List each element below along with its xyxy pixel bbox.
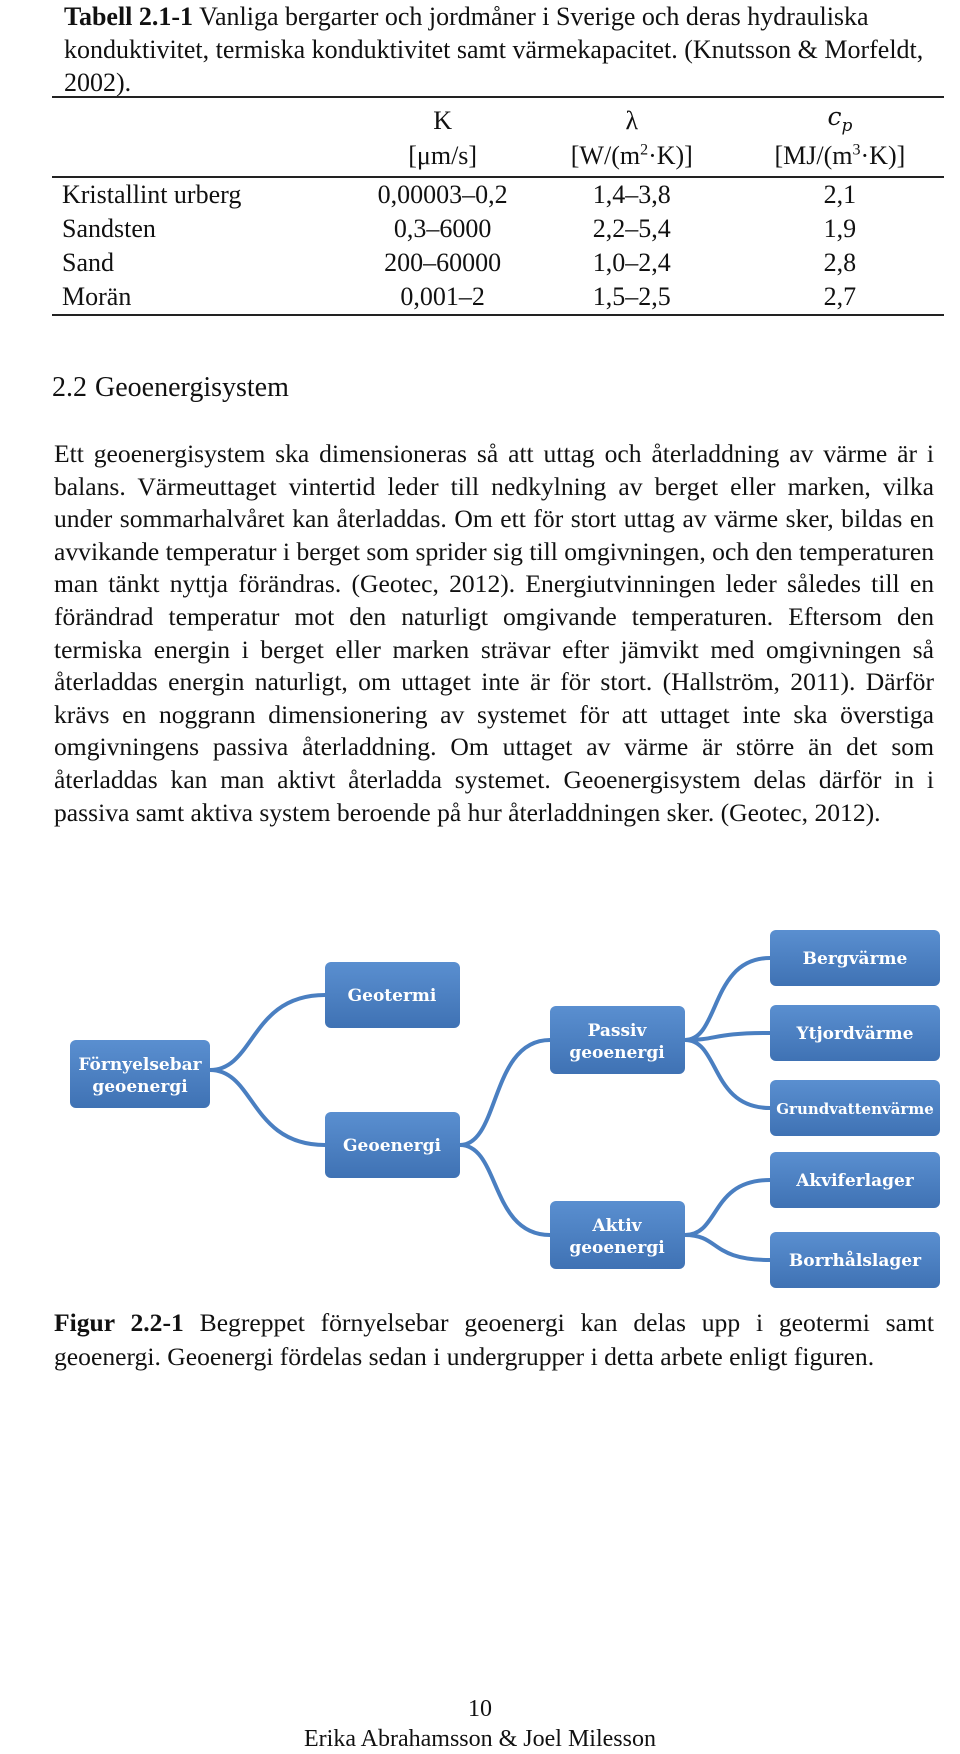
footer-authors: Erika Abrahamsson & Joel Milesson [304,1726,656,1752]
node-grundvattenvarme [770,1080,940,1136]
node-label-line1: Förnyelsebar [78,1055,202,1075]
lambda-unit-sup: 2 [640,141,649,159]
row-name: Kristallint urberg [62,180,242,209]
diagram-connectors [210,958,770,1260]
node-label: Ytjordvärme [796,1024,914,1044]
row-name: Sandsten [62,214,156,243]
row-lambda: 1,4–3,8 [592,180,671,209]
connector-line [210,995,325,1070]
connector-line [460,1040,550,1145]
section-title: Geoenergisystem [95,372,289,403]
row-cp: 2,7 [736,280,944,315]
figure-caption-label: Figur 2.2-1 [54,1308,184,1337]
table-row [52,212,944,246]
node-bergvarme [770,930,940,986]
table-header-units [52,136,944,177]
cp-unit-sup: 3 [852,141,861,159]
row-name: Morän [52,280,358,315]
node-label: Bergvärme [802,949,908,969]
node-ytjordvarme [770,1005,940,1061]
header-cp-unit [736,136,944,177]
header-lambda-unit [528,136,736,177]
cp-sub: p [841,116,853,136]
section-heading [52,372,289,404]
lambda-unit-pre: [W/(m [570,141,641,170]
table-caption-label: Tabell 2.1-1 [64,2,194,31]
row-cp: 1,9 [823,214,857,243]
table-row [52,246,944,280]
figure-caption [54,1306,934,1374]
section-paragraph: Ett geoenergisystem ska dimensioneras så att uttag och återladdning av värme är i balans. Värmeuttaget vintertid leder till nedkylning av berget eller marken, vilka under sommarhalvåret kan återladdas. Om ett för stort uttag av värme sker, bildas en avvikande temperatur i berget som sprider sig till omgivningen, och den temperaturen man tänkt nyttja förändras. (Geotec, 2012). Energiutvinningen leder således till en förändrad temperatur mot den naturligt omgivande temperaturen. Eftersom den termiska energin i berget eller marken strävar efter jämvikt med omgivningen så återladdas energin naturligt, om uttaget inte är för stort. (Hallström, 2011). Därför krävs en noggrann dimensionering av systemet för att uttaget inte ska överstiga omgivningens passiva återladdning. Om uttaget av värme är större än det som återladdas kan man aktivt återladda systemet. Geoenergisystem delas därför in i passiva samt aktiva system beroende på hur återladdningen sker. (Geotec, 2012). [54,439,934,827]
connector-line [210,1070,325,1145]
node-label-line1: Aktiv [592,1216,642,1236]
section-number: 2.2 [52,372,87,403]
table-row [52,177,944,212]
rock-properties-table [52,96,944,316]
table-row [52,280,944,315]
node-borrhalslager [770,1232,940,1288]
node-geotermi [325,962,460,1028]
table-caption-text: Vanliga bergarter och jordmåner i Sverige och deras hydrauliska konduktivitet, termiska konduktivitet samt värmekapacitet. (Knutsson & Morfeldt, 2002). [64,2,924,97]
row-k: 0,3–6000 [393,214,492,243]
table-caption [64,0,944,99]
node-label: Grundvattenvärme [776,1100,934,1118]
connector-line [685,958,770,1040]
header-k-unit: [μm/s] [358,136,528,177]
connector-line [460,1145,550,1235]
page-footer [0,1694,960,1754]
cp-main: c [827,101,842,131]
node-label: Borrhålslager [788,1251,922,1271]
node-aktiv-geoenergi [550,1201,685,1269]
node-label: Akviferlager [796,1171,914,1191]
node-label: Geoenergi [343,1136,441,1156]
row-lambda: 2,2–5,4 [592,214,671,243]
cp-unit-post: ·K)] [860,141,906,170]
node-label-line2: geoenergi [92,1077,188,1097]
page-number: 10 [468,1696,492,1722]
header-cp-symbol [736,97,944,136]
row-cp: 2,1 [823,180,857,209]
connector-line [685,1180,770,1235]
figure-caption-text: Begreppet förnyelsebar geoenergi kan delas upp i geotermi samt geoenergi. Geoenergi fördelas sedan i undergrupper i detta arbete enligt figuren. [54,1308,934,1371]
header-empty [52,97,358,136]
header-empty-2 [52,136,358,177]
node-passiv-geoenergi [550,1006,685,1074]
connector-line [685,1040,770,1108]
header-lambda-symbol: λ [528,97,736,136]
node-fornyelsebar-geoenergi [70,1040,210,1108]
node-geoenergi [325,1112,460,1178]
table-header-symbols [52,97,944,136]
header-k-symbol: K [358,97,528,136]
row-k: 0,001–2 [358,280,528,315]
row-lambda: 1,0–2,4 [592,248,671,277]
row-k: 200–60000 [384,248,502,277]
row-name: Sand [62,248,114,277]
connector-line [685,1235,770,1260]
node-label: Geotermi [347,986,437,1006]
row-k: 0,00003–0,2 [377,180,508,209]
row-cp: 2,8 [823,248,857,277]
diagram-nodes [70,930,940,1288]
node-akviferlager [770,1152,940,1208]
node-label-line1: Passiv [587,1021,647,1041]
lambda-unit-post: ·K)] [648,141,693,170]
node-label-line2: geoenergi [569,1043,665,1063]
geoenergy-tree-diagram [70,930,950,1300]
node-label-line2: geoenergi [569,1238,665,1258]
row-lambda: 1,5–2,5 [528,280,736,315]
cp-unit-pre: [MJ/(m [774,141,853,170]
